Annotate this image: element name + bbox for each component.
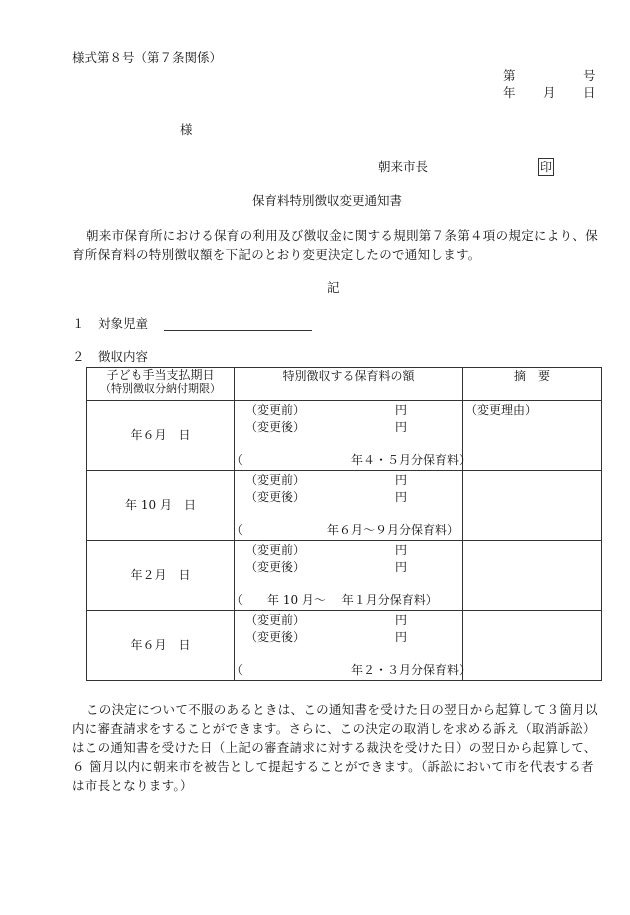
number-dai: 第 — [503, 68, 516, 83]
row-date: 年 10 月 日 — [87, 471, 235, 541]
period-label: （ 年２・３月分保育料） — [231, 663, 472, 677]
row-amount — [231, 471, 463, 541]
header-payment-date — [87, 368, 235, 401]
section1-num: １ — [72, 316, 85, 331]
row-remarks — [463, 611, 602, 681]
addressee-suffix: 様 — [180, 122, 193, 137]
collection-table — [86, 367, 602, 681]
row-date: 年６月 日 — [87, 401, 235, 471]
row-remarks — [463, 541, 602, 611]
row-date: 年２月 日 — [87, 541, 235, 611]
seal-stamp — [538, 158, 554, 176]
reason-label: （変更理由） — [465, 403, 538, 417]
after-label: （変更後） — [245, 490, 306, 504]
after-label: （変更後） — [245, 630, 306, 644]
before-yen: 円 — [395, 613, 408, 627]
period-label: （ 年４・５月分保育料） — [231, 453, 472, 467]
row-amount — [231, 611, 472, 681]
closing-paragraph: この決定について不服のあるときは、この通知書を受けた日の翌日から起算して３箇月以内に審査請求をすることができます。さらに、この決定の取消しを求める訴え（取消訴訟）はこの通知書を受けた日（上記の審査請求に対する裁決を受けた日）の翌日から起算して、６ 箇月以内に朝来市を被告として提起することができます。（訴訟において市を代表する者は市長となります。） — [72, 702, 598, 793]
table-row — [87, 471, 602, 541]
header-col1-line2: （特別徴収分納付期限） — [100, 382, 221, 395]
row-amount — [231, 541, 463, 611]
row-date: 年６月 日 — [87, 611, 235, 681]
header-amount: 特別徴収する保育料の額 — [235, 368, 463, 401]
before-yen: 円 — [395, 403, 408, 417]
period-label: （ 年 10 月～ 年１月分保育料） — [231, 593, 438, 607]
after-label: （変更後） — [245, 420, 306, 434]
after-yen: 円 — [395, 490, 408, 504]
before-label: （変更前） — [245, 613, 306, 627]
document-title: 保育料特別徴収変更通知書 — [252, 193, 403, 208]
row-amount — [231, 401, 472, 471]
before-label: （変更前） — [245, 403, 306, 417]
table-header-row — [87, 368, 602, 401]
issuer-name: 朝来市長 — [378, 159, 429, 174]
header-remarks: 摘 要 — [463, 368, 602, 401]
after-label: （変更後） — [245, 560, 306, 574]
intro-paragraph: 朝来市保育所における保育の利用及び徴収金に関する規則第７条第４項の規定により、保育所保育料の特別徴収額を下記のとおり変更決定したので通知します。 — [72, 228, 599, 262]
after-yen: 円 — [395, 420, 408, 434]
date-year: 年 — [503, 85, 516, 100]
section1-label: 対象児童 — [98, 316, 149, 331]
row-remarks — [463, 471, 602, 541]
after-yen: 円 — [395, 560, 408, 574]
before-yen: 円 — [395, 473, 408, 487]
table-row — [87, 401, 602, 471]
before-yen: 円 — [395, 543, 408, 557]
table-row — [87, 541, 602, 611]
number-go: 号 — [583, 68, 596, 83]
section2-label: 徴収内容 — [98, 349, 149, 364]
ki-label: 記 — [327, 280, 340, 295]
form-label: 様式第８号（第７条関係） — [72, 50, 223, 65]
table-row — [87, 611, 602, 681]
after-yen: 円 — [395, 630, 408, 644]
section2-num: ２ — [72, 349, 85, 364]
before-label: （変更前） — [245, 543, 306, 557]
date-month: 月 — [543, 85, 556, 100]
date-day: 日 — [583, 85, 596, 100]
row-remarks — [463, 401, 602, 471]
seal-text: 印 — [540, 160, 553, 174]
period-label: （ 年６月～９月分保育料） — [231, 523, 460, 537]
child-name-underline — [164, 330, 312, 331]
header-col1-line1: 子ども手当支払期日 — [106, 368, 215, 382]
before-label: （変更前） — [245, 473, 306, 487]
